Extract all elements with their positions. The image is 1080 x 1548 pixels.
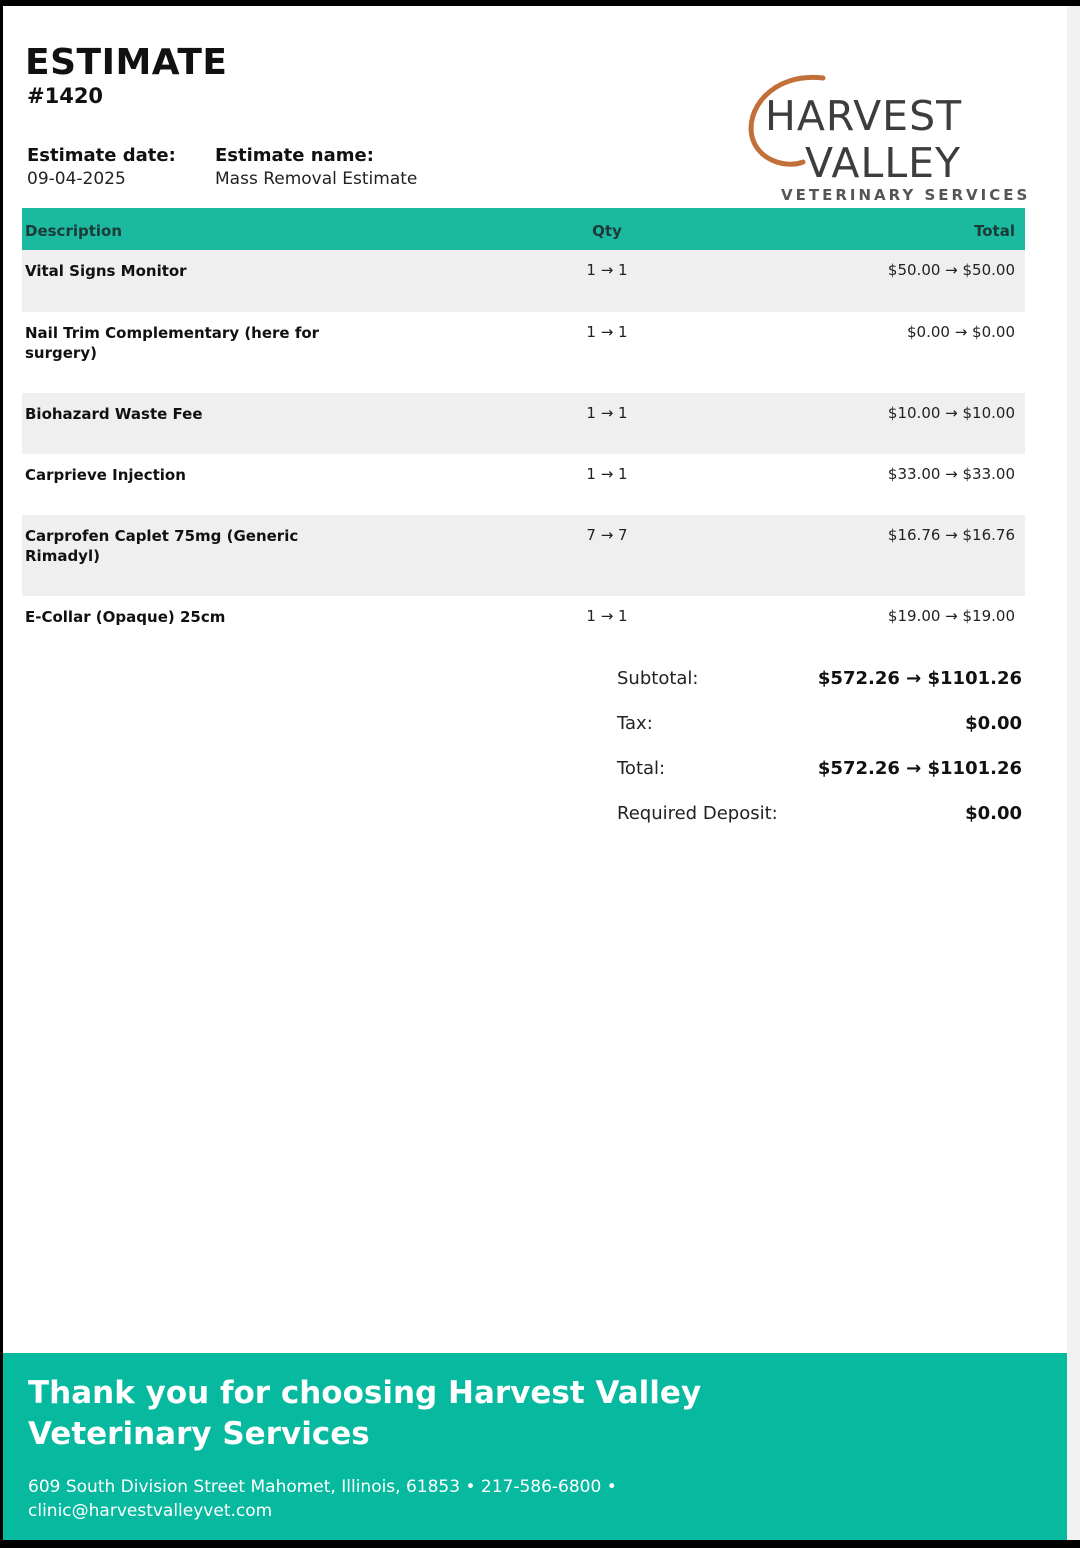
header-total: Total <box>974 222 1015 240</box>
row-description: Vital Signs Monitor <box>25 262 187 280</box>
table-row <box>22 454 1025 515</box>
row-qty: 1 → 1 <box>586 607 628 625</box>
table-header <box>22 208 1025 250</box>
row-total: $16.76 → $16.76 <box>887 526 1015 544</box>
logo-line2: VALLEY <box>805 139 962 187</box>
row-description: Carprofen Caplet 75mg (Generic Rimadyl) <box>25 527 299 565</box>
deposit-label: Required Deposit: <box>617 803 778 824</box>
estimate-number: #1420 <box>27 84 104 108</box>
logo-line1: HARVEST <box>765 92 963 140</box>
row-qty: 1 → 1 <box>586 465 628 483</box>
row-total: $10.00 → $10.00 <box>887 404 1015 422</box>
row-qty: 1 → 1 <box>586 323 628 341</box>
logo-tagline: VETERINARY SERVICES <box>781 186 1031 204</box>
row-qty: 7 → 7 <box>586 526 628 544</box>
subtotal-label: Subtotal: <box>617 668 699 689</box>
estimate-page <box>3 6 1067 1540</box>
header-qty: Qty <box>592 222 622 240</box>
estimate-date-label: Estimate date: <box>27 145 176 166</box>
row-qty: 1 → 1 <box>586 261 628 279</box>
row-description: Biohazard Waste Fee <box>25 405 203 423</box>
footer-thanks: Thank you for choosing Harvest Valley Veterinary Services <box>28 1375 702 1452</box>
row-description: Nail Trim Complementary (here for surgery) <box>25 324 320 362</box>
tax-value: $0.00 <box>965 713 1022 734</box>
estimate-name-label: Estimate name: <box>215 145 374 166</box>
total-value: $572.26 → $1101.26 <box>817 758 1022 779</box>
footer-contact: 609 South Division Street Mahomet, Illinois, 61853 • 217-586-6800 • clinic@harvestvalleyvet.com <box>28 1477 617 1521</box>
table-row <box>22 312 1025 393</box>
document-title: ESTIMATE <box>25 42 228 83</box>
estimate-date: 09-04-2025 <box>27 169 126 189</box>
footer-banner <box>3 1353 1067 1540</box>
row-description: E-Collar (Opaque) 25cm <box>25 608 226 626</box>
page-edge <box>1067 6 1080 1540</box>
header-description: Description <box>25 222 123 240</box>
subtotal-value: $572.26 → $1101.26 <box>817 668 1022 689</box>
row-description: Carprieve Injection <box>25 466 186 484</box>
row-total: $19.00 → $19.00 <box>887 607 1015 625</box>
row-total: $50.00 → $50.00 <box>887 261 1015 279</box>
table-row <box>22 515 1025 596</box>
estimate-name: Mass Removal Estimate <box>215 169 418 189</box>
tax-label: Tax: <box>617 713 653 734</box>
row-total: $0.00 → $0.00 <box>907 323 1015 341</box>
row-total: $33.00 → $33.00 <box>887 465 1015 483</box>
table-row <box>22 250 1025 312</box>
row-qty: 1 → 1 <box>586 404 628 422</box>
table-row <box>22 596 1025 646</box>
total-label: Total: <box>617 758 666 779</box>
deposit-value: $0.00 <box>965 803 1022 824</box>
table-row <box>22 393 1025 454</box>
